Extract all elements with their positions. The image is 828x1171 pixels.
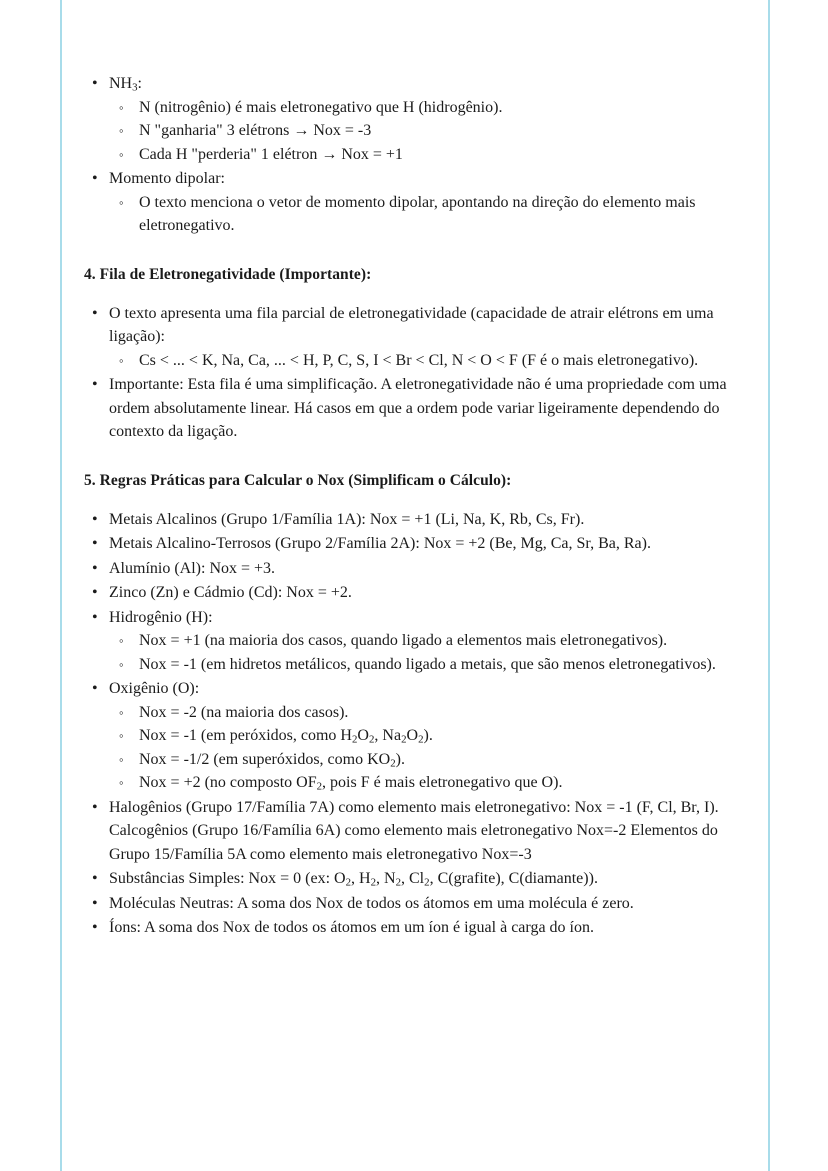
rule-moleculas-neutras: Moléculas Neutras: A soma dos Nox de todos os átomos em uma molécula é zero. [109, 894, 634, 912]
page-rule-left [60, 0, 62, 1171]
bullet-icon: • [92, 75, 98, 92]
oxigenio-sublist [109, 701, 752, 795]
list-item [84, 581, 752, 605]
bullet-icon: ◦ [119, 146, 124, 162]
nh3-list [84, 72, 752, 238]
rule-alcalino-terrosos: Metais Alcalino-Terrosos (Grupo 2/Família 2A): Nox = +2 (Be, Mg, Ca, Sr, Ba, Ra). [109, 535, 651, 553]
list-item [84, 373, 752, 444]
bullet-icon: • [92, 798, 98, 816]
list-item [84, 302, 752, 373]
text-fragment: , Cl [401, 870, 425, 888]
list-item [109, 771, 752, 795]
nh3-sub-item-3: Cada H "perderia" 1 elétron → Nox = +1 [139, 145, 403, 163]
subscript: 2 [418, 733, 424, 746]
subscript: 2 [351, 733, 358, 746]
section-4-importante: Importante: Esta fila é uma simplificação. A eletronegatividade não é uma propriedade com uma ordem absolutamente linear. Há casos em que a ordem pode variar ligeiramente dependendo do contexto da ligação. [109, 376, 727, 441]
bullet-icon: • [92, 919, 98, 937]
rule-aluminio: Alumínio (Al): Nox = +3. [109, 559, 276, 577]
hidrogenio-item-2: Nox = -1 (em hidretos metálicos, quando ligado a metais, que são menos eletronegativos). [139, 655, 716, 673]
hidrogenio-sublist [109, 629, 752, 676]
list-item [109, 653, 752, 677]
list-item [109, 349, 752, 373]
subscript: 2 [424, 877, 430, 889]
rule-oxigenio-label: Oxigênio (O): [109, 680, 200, 698]
oxigenio-item-3 [139, 748, 752, 772]
bullet-icon: • [92, 608, 98, 626]
bullet-icon: • [92, 870, 98, 888]
subscript: 2 [316, 780, 323, 793]
rule-substancias-simples [109, 867, 752, 891]
list-item [109, 724, 752, 748]
section-4-intro: O texto apresenta uma fila parcial de eletronegatividade (capacidade de atrair elétrons em uma ligação): [109, 304, 714, 346]
subscript: 2 [368, 733, 375, 746]
dipolo-sublist [109, 191, 752, 238]
list-item [84, 508, 752, 532]
nh3-colon: : [137, 75, 142, 92]
dipolo-sub-item-1: O texto menciona o vetor de momento dipolar, apontando na direção do elemento mais eletronegativo. [139, 193, 696, 235]
bullet-icon: ◦ [119, 656, 124, 672]
bullet-icon: • [92, 680, 98, 698]
list-item [84, 892, 752, 916]
section-4-heading: 4. Fila de Eletronegatividade (Importante): [84, 265, 372, 283]
section-4-list [84, 302, 752, 444]
text-fragment: , C(grafite), C(diamante)). [429, 870, 598, 888]
list-item [109, 748, 752, 772]
subscript: 2 [370, 877, 376, 889]
rule-zinco-cadmio: Zinco (Zn) e Cádmio (Cd): Nox = +2. [109, 584, 352, 602]
nh3-sublist [109, 96, 752, 167]
text-fragment: ). [395, 750, 405, 768]
section-5-list [84, 508, 752, 940]
text-fragment: Substâncias Simples: Nox = 0 (ex: O [109, 870, 346, 888]
bullet-icon: ◦ [119, 704, 124, 720]
bullet-icon: • [92, 559, 98, 577]
bullet-icon: • [92, 584, 98, 602]
oxigenio-item-4 [139, 771, 752, 795]
text-fragment: , Na [374, 727, 402, 745]
bullet-icon: • [92, 894, 98, 912]
nh3-sub-item-2: N "ganharia" 3 elétrons → Nox = -3 [139, 122, 372, 140]
bullet-icon: ◦ [119, 99, 124, 115]
nh3-sub-item-1: N (nitrogênio) é mais eletronegativo que H (hidrogênio). [139, 98, 503, 116]
subscript: 2 [345, 877, 351, 889]
list-item [84, 557, 752, 581]
list-item [84, 532, 752, 556]
nh3-formula: NH [109, 75, 133, 92]
bullet-icon: • [92, 510, 98, 528]
bullet-icon: • [92, 535, 98, 553]
section-5-heading: 5. Regras Práticas para Calcular o Nox (Simplificam o Cálculo): [84, 471, 512, 489]
rule-ions: Íons: A soma dos Nox de todos os átomos em um íon é igual à carga do íon. [109, 919, 594, 937]
oxigenio-item-2 [139, 724, 752, 748]
rule-alcalinos: Metais Alcalinos (Grupo 1/Família 1A): Nox = +1 (Li, Na, K, Rb, Cs, Fr). [109, 510, 585, 528]
oxigenio-item-1: Nox = -2 (na maioria dos casos). [139, 703, 349, 721]
bullet-icon: ◦ [119, 194, 124, 210]
list-item [109, 701, 752, 725]
text-fragment: , H [351, 870, 371, 888]
nh3-subscript: 3 [132, 81, 138, 94]
list-item [109, 143, 752, 167]
document-page [84, 0, 752, 941]
page-rule-right [768, 0, 770, 1171]
bullet-icon: • [92, 376, 98, 394]
hidrogenio-item-1: Nox = +1 (na maioria dos casos, quando ligado a elementos mais eletronegativos). [139, 632, 668, 650]
bullet-icon: • [92, 170, 98, 188]
bullet-icon: ◦ [119, 633, 124, 649]
rule-hidrogenio-label: Hidrogênio (H): [109, 608, 213, 626]
eletronegatividade-fila: Cs < ... < K, Na, Ca, ... < H, P, C, S, I < Br < Cl, N < O < F (F é o mais eletronegativo). [139, 351, 699, 369]
list-item [109, 119, 752, 143]
nh3-label [109, 72, 752, 96]
list-item [84, 677, 752, 795]
list-item [109, 191, 752, 238]
list-item [84, 606, 752, 677]
list-item [109, 96, 752, 120]
text-fragment: Nox = +2 (no composto OF [139, 774, 317, 792]
dipolo-label: Momento dipolar: [109, 170, 225, 188]
text-fragment: , pois F é mais eletronegativo que O). [322, 774, 563, 792]
list-item [84, 867, 752, 891]
section-4-sublist [109, 349, 752, 373]
subscript: 2 [401, 733, 407, 746]
bullet-icon: ◦ [119, 728, 124, 744]
subscript: 2 [390, 757, 396, 770]
bullet-icon: ◦ [119, 352, 124, 368]
list-item [84, 916, 752, 940]
list-item [84, 167, 752, 238]
text-fragment: Nox = -1/2 (em superóxidos, como KO [139, 750, 391, 768]
text-fragment: ). [423, 727, 433, 745]
list-item [109, 629, 752, 653]
text-fragment: O [406, 727, 419, 745]
text-fragment: , N [376, 870, 396, 888]
text-fragment: O [357, 727, 369, 745]
bullet-icon: • [92, 304, 98, 322]
bullet-icon: ◦ [119, 775, 124, 791]
text-fragment: Nox = -1 (em peróxidos, como H [139, 727, 352, 745]
subscript: 2 [395, 877, 401, 889]
bullet-icon: ◦ [119, 123, 124, 139]
list-item [84, 796, 752, 867]
bullet-icon: ◦ [119, 751, 124, 767]
rule-halogenios: Halogênios (Grupo 17/Família 7A) como elemento mais eletronegativo: Nox = -1 (F, Cl, Br, I). Calcogênios (Grupo 16/Família 6A) como elemento mais eletronegativo Nox=-2 Elementos do Grupo 15/Família 5A como elemento mais eletronegativo Nox=-3 [109, 798, 719, 863]
list-item [84, 72, 752, 166]
